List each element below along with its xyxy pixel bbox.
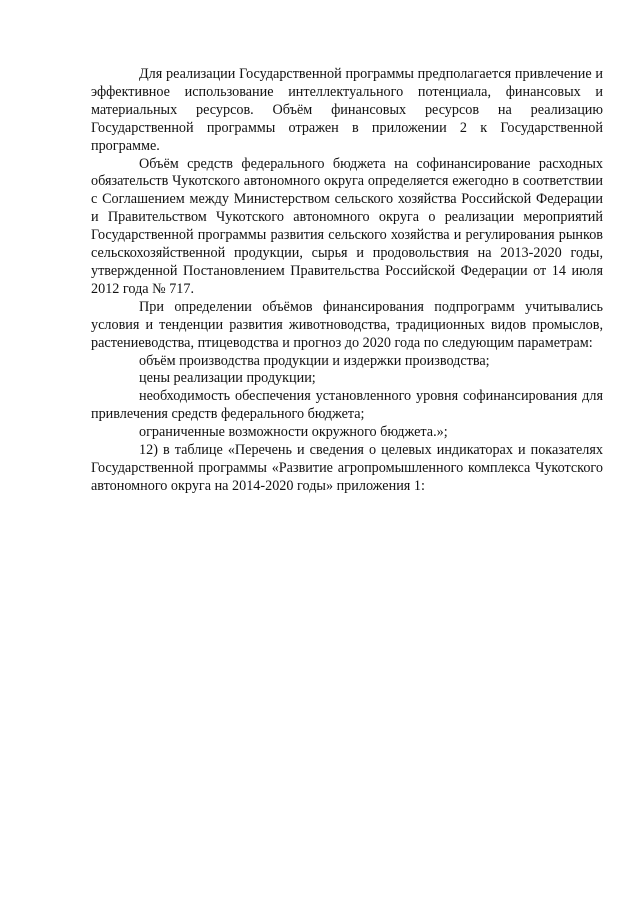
paragraph-table-amendment: 12) в таблице «Перечень и сведения о целевых индикаторах и показателях Государственной программы «Развитие агропромышленного комплекса Чукотского автономного округа на 2014-2020 годы» приложения 1:: [91, 442, 603, 494]
paragraph-funding-parameters: При определении объёмов финансирования подпрограмм учитывались условия и тенденции развития животноводства, традиционных видов промыслов, растениеводства, птицеводства и прогноз до 2020 года по следующим параметрам:: [91, 298, 603, 351]
paragraph-federal-budget: Объём средств федерального бюджета на софинансирование расходных обязательств Чукотского автономного округа определяется ежегодно в соответствии с Соглашением между Министерством сельского хозяйства Российской Федерации и Правительством Чукотского автономного округа о реализации мероприятий Государственной программы развития сельского хозяйства и регулирования рынков сельскохозяйственной продукции, сырья и продовольствия на 2013-2020 годы, утвержденной Постановлением Правительства Российской Федерации от 14 июля 2012 года № 717.: [91, 155, 603, 297]
paragraph-resources: Для реализации Государственной программы предполагается привлечение и эффективное использование интеллектуального потенциала, финансовых и материальных ресурсов. Объём финансовых ресурсов на реализацию Государственной программы отражен в приложении 2 к Государственной программе.: [91, 66, 603, 154]
list-item-cofinancing: необходимость обеспечения установленного уровня софинансирования для привлечения средств федерального бюджета;: [91, 388, 603, 423]
list-item-district-budget: ограниченные возможности окружного бюджета.»;: [139, 424, 448, 441]
list-item-production-volume: объём производства продукции и издержки производства;: [139, 352, 490, 369]
list-item-sales-prices: цены реализации продукции;: [139, 370, 316, 387]
document-page: [91, 66, 603, 496]
